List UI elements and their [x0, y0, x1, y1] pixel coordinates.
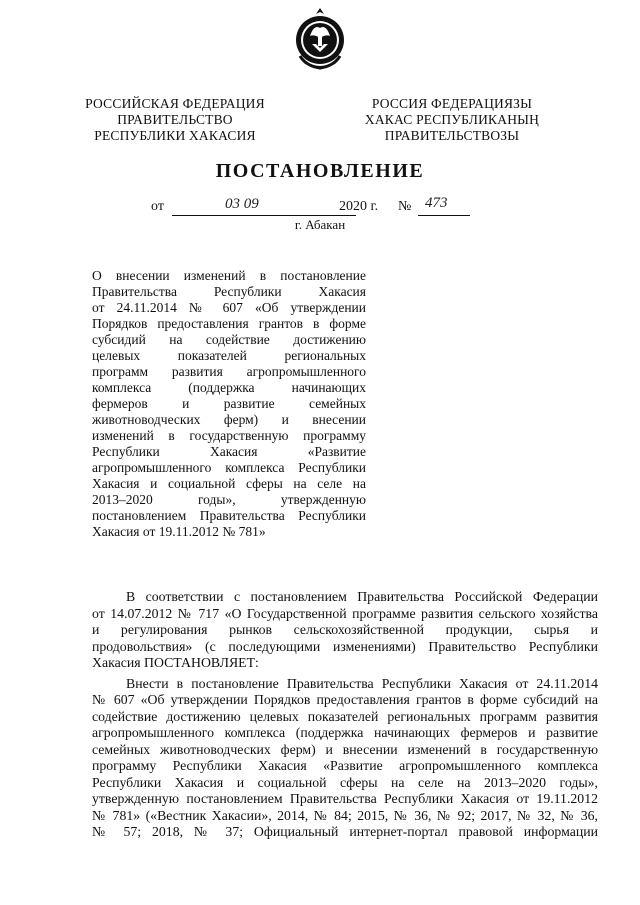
subject-line: комплекса (поддержка начинающих: [92, 380, 366, 395]
subject-line: целевых показателей региональных: [92, 348, 366, 363]
subject-line: Республики Хакасия «Развитие: [92, 444, 366, 459]
para2-line: программу Республики Хакасия «Развитие агропромышленного комплекса: [92, 758, 598, 773]
date-number-line: [0, 195, 640, 219]
para2-line: содействие достижению целевых показателей региональных программ развития: [92, 708, 598, 724]
para1-line: продовольствия» (с последующими изменениями) Правительство Республики: [92, 638, 598, 654]
subject-line: Хакасия и социальной сферы на селе на: [92, 476, 366, 491]
coat-of-arms-emblem: [292, 6, 348, 72]
header-right-line: РОССИЯ ФЕДЕРАЦИЯЗЫ: [371, 96, 533, 111]
para1-line: и регулирования рынков сельскохозяйственной продукции, сырья и: [92, 622, 598, 637]
para1-line: Хакасия ПОСТАНОВЛЯЕТ:: [92, 655, 259, 670]
para2-line: семейных животноводческих ферм) и внесении изменений в государственную: [92, 741, 598, 757]
para2-line: агропромышленного комплекса (поддержка начинающих фермеров и развитие: [92, 725, 598, 740]
subject-line: программ развития агропромышленного: [92, 364, 366, 379]
document-title: ПОСТАНОВЛЕНИЕ: [215, 160, 425, 182]
subject-line: фермеров и развитие семейных: [92, 396, 366, 411]
subject-line: Правительства Республики Хакасия: [92, 284, 366, 299]
subject-line: 2013–2020 годы», утвержденную: [92, 492, 366, 507]
date-prefix: от: [151, 199, 164, 214]
header-left-line: ПРАВИТЕЛЬСТВО: [117, 112, 233, 127]
subject-line: животноводческих ферм) и внесении: [92, 412, 366, 427]
para2-line: Республики Хакасия и социальной сферы на селе на 2013–2020 годы»,: [92, 774, 598, 790]
para2-line: Внести в постановление Правительства Республики Хакасия от 24.11.2014: [126, 675, 598, 691]
para1-line: В соответствии с постановлением Правительства Российской Федерации: [126, 589, 598, 604]
date-underline: [172, 215, 356, 216]
city-line: г. Абакан: [294, 217, 346, 232]
date-handwritten: 03 09: [225, 196, 259, 212]
header-left-line: РЕСПУБЛИКИ ХАКАСИЯ: [94, 128, 256, 143]
year-text: 2020 г.: [339, 199, 379, 214]
subject-line: изменений в государственную программу: [92, 428, 366, 443]
subject-line: постановлением Правительства Республики: [92, 508, 366, 523]
number-sign: №: [398, 199, 412, 214]
subject-line: агропромышленного комплекса Республики: [92, 460, 366, 475]
subject-line: Порядков предоставления грантов в форме: [92, 316, 366, 331]
subject-line: субсидий на содействие достижению: [92, 332, 366, 347]
number-handwritten: 473: [425, 195, 448, 211]
para2-line: № 57; 2018, № 37; Официальный интернет-портал правовой информации: [92, 824, 598, 839]
header-right-line: ХАКАС РЕСПУБЛИКАНЫҢ: [364, 112, 540, 127]
para2-line: № 607 «Об утверждении Порядков предоставления грантов в форме субсидий на: [92, 692, 598, 707]
header-right: [327, 96, 577, 144]
header-left: [50, 96, 300, 144]
header-right-line: ПРАВИТЕЛЬСТВОЗЫ: [384, 128, 520, 143]
subject-block: [92, 268, 366, 540]
body-text: [92, 589, 598, 841]
subject-line: Хакасия от 19.11.2012 № 781»: [92, 524, 266, 539]
para1-line: от 14.07.2012 № 717 «О Государственной программе развития сельского хозяйства: [92, 605, 598, 621]
para2-line: № 781» («Вестник Хакасии», 2014, № 84; 2015, № 36, № 92; 2017, № 32, № 36,: [92, 807, 598, 823]
subject-line: от 24.11.2014 № 607 «Об утверждении: [92, 300, 366, 315]
subject-line: О внесении изменений в постановление: [92, 268, 366, 283]
number-underline: [418, 215, 470, 216]
para2-line: утвержденную постановлением Правительства Республики Хакасия от 19.11.2012: [92, 791, 598, 806]
header-left-line: РОССИЙСКАЯ ФЕДЕРАЦИЯ: [85, 96, 265, 111]
